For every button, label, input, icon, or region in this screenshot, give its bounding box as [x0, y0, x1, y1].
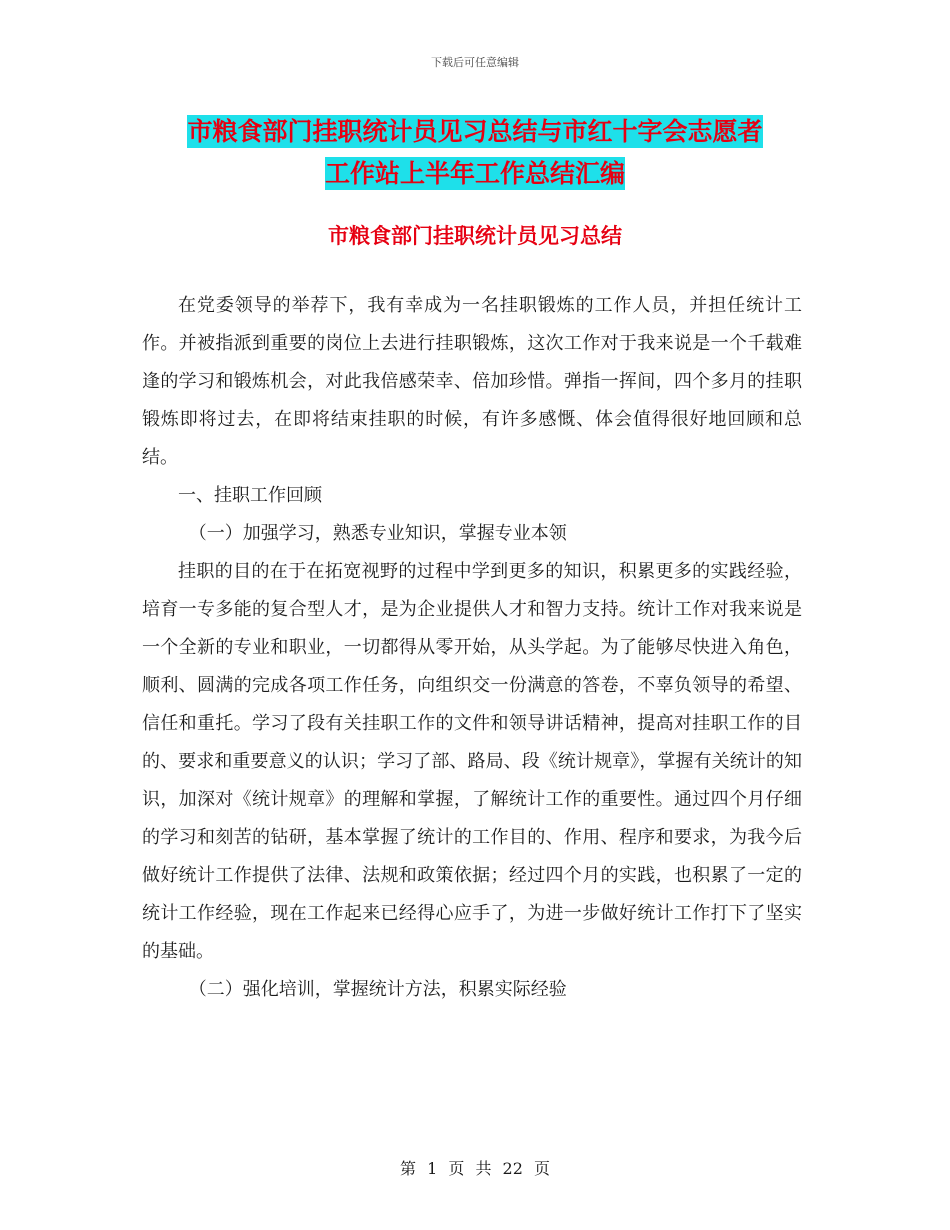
heading-review: 一、挂职工作回顾: [178, 485, 322, 506]
page-footer: 第 1 页 共 22 页: [400, 1159, 550, 1178]
title-line2-text: 工作站上半年工作总结汇编: [324, 159, 625, 188]
paragraph-study: 挂职的目的在于在拓宽视野的过程中学到更多的知识，积累更多的实践经验，培育一专多能的复合型人才，是为企业提供人才和智力支持。统计工作对我来说是一个全新的专业和职业，一切都得从零开始，从头学起。为了能够尽快进入角色，顺利、圆满的完成各项工作任务，向组织交一份满意的答卷，不辜负领导的希望、信任和重托。学习了段有关挂职工作的文件和领导讲话精神，提高对挂职工作的目的、要求和重要意义的认识；学习了部、路局、段《统计规章》，掌握有关统计的知识，加深对《统计规章》的理解和掌握，了解统计工作的重要性。通过四个月仔细的学习和刻苦的钻研，基本掌握了统计的工作目的、作用、程序和要求，为我今后做好统计工作提供了法律、法规和政策依据；经过四个月的实践，也积累了一定的统计工作经验，现在工作起来已经得心应手了，为进一步做好统计工作打下了坚实的基础。: [142, 561, 802, 962]
title-line1-text: 市粮食部门挂职统计员见习总结与市红十字会志愿者: [187, 117, 763, 146]
document-body: [142, 287, 802, 1009]
subheading-1: （一）加强学习，熟悉专业知识，掌握专业本领: [188, 523, 567, 544]
document-title-line2: [0, 152, 950, 196]
header-note: 下载后可任意编辑: [431, 56, 519, 69]
document-title-line1: [0, 110, 950, 154]
section-title: 市粮食部门挂职统计员见习总结: [328, 224, 622, 248]
subheading-2: （二）强化培训，掌握统计方法，积累实际经验: [188, 979, 567, 1000]
paragraph-intro: 在党委领导的举荐下，我有幸成为一名挂职锻炼的工作人员，并担任统计工作。并被指派到重要的岗位上去进行挂职锻炼，这次工作对于我来说是一个千载难逢的学习和锻炼机会，对此我倍感荣幸、倍加珍惜。弹指一挥间，四个多月的挂职锻炼即将过去，在即将结束挂职的时候，有许多感慨、体会值得很好地回顾和总结。: [142, 295, 802, 468]
